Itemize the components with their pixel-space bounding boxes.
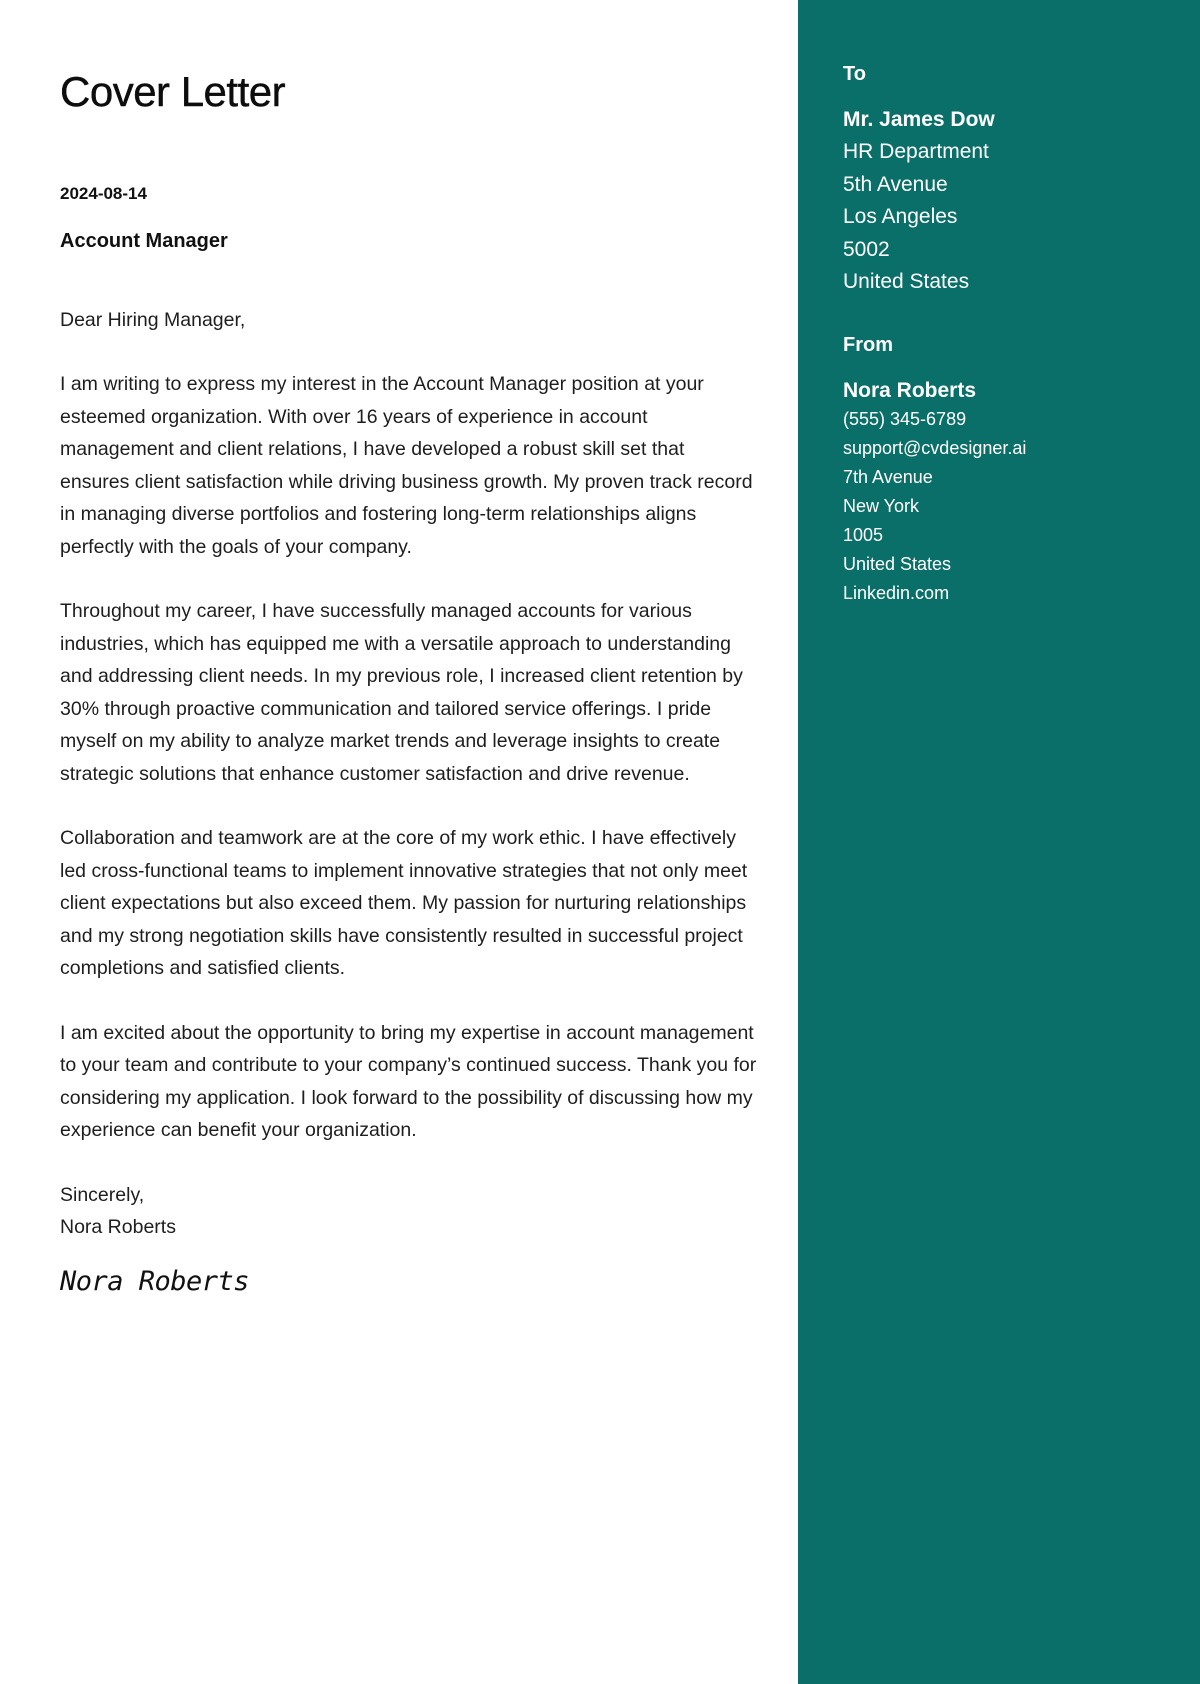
sender-country: United States <box>843 553 952 574</box>
paragraph-1: I am writing to express my interest in the Account Manager position at your esteemed organization. With over 16 years of experience in account management and client relations, I have developed a robust skill set that ensures client satisfaction while driving business growth. My proven track record in managing diverse portfolios and fostering long-term relationships aligns perfectly with the goals of your company. <box>60 373 753 558</box>
greeting: Dear Hiring Manager, <box>60 309 246 331</box>
to-heading: To <box>843 63 866 85</box>
recipient-street: 5th Avenue <box>843 172 948 196</box>
sender-street: 7th Avenue <box>843 466 933 487</box>
recipient-zip: 5002 <box>843 237 890 261</box>
paragraph-2: Throughout my career, I have successfully managed accounts for various industries, which has equipped me with a versatile approach to understanding and addressing client needs. In my previous role, I increased client retention by 30% through proactive communication and tailored service offerings. I pride myself on my ability to analyze market trends and leverage insights to create strategic solutions that enhance customer satisfaction and drive revenue. <box>60 600 743 785</box>
recipient-address <box>843 136 1180 299</box>
signature: Nora Roberts <box>60 1265 250 1297</box>
closing-name: Nora Roberts <box>60 1216 176 1238</box>
sender-email[interactable]: support@cvdesigner.ai <box>843 437 1027 458</box>
recipient-department: HR Department <box>843 140 989 163</box>
sender-phone: (555) 345-6789 <box>843 408 967 429</box>
recipient-country: United States <box>843 270 970 293</box>
sender-city: New York <box>843 495 920 516</box>
paragraph-4: I am excited about the opportunity to bring my expertise in account management to your team and contribute to your company’s continued success. Thank you for considering my application. I look forward to the possibility of discussing how my experience can benefit your organization. <box>60 1021 757 1141</box>
letter-date: 2024-08-14 <box>60 184 147 203</box>
closing-phrase: Sincerely, <box>60 1183 145 1206</box>
sender-name: Nora Roberts <box>843 378 977 402</box>
contact-sidebar <box>798 0 1200 1684</box>
paragraph-3: Collaboration and teamwork are at the core of my work ethic. I have effectively led cross-functional teams to implement innovative strategies that not only meet client expectations but also exceed them. My passion for nurturing relationships and my strong negotiation skills have consistently resulted in successful project completions and satisfied clients. <box>60 827 748 979</box>
page-title: Cover Letter <box>60 68 286 115</box>
recipient-block <box>843 60 1180 299</box>
sender-website-link[interactable]: Linkedin.com <box>843 582 950 603</box>
recipient-city: Los Angeles <box>843 205 958 228</box>
recipient-name: Mr. James Dow <box>843 108 995 131</box>
sender-contact <box>843 405 1180 608</box>
sender-block <box>843 331 1180 608</box>
closing-block <box>60 1179 758 1244</box>
job-position: Account Manager <box>60 230 228 252</box>
sender-zip: 1005 <box>843 524 884 545</box>
from-heading: From <box>843 333 893 356</box>
